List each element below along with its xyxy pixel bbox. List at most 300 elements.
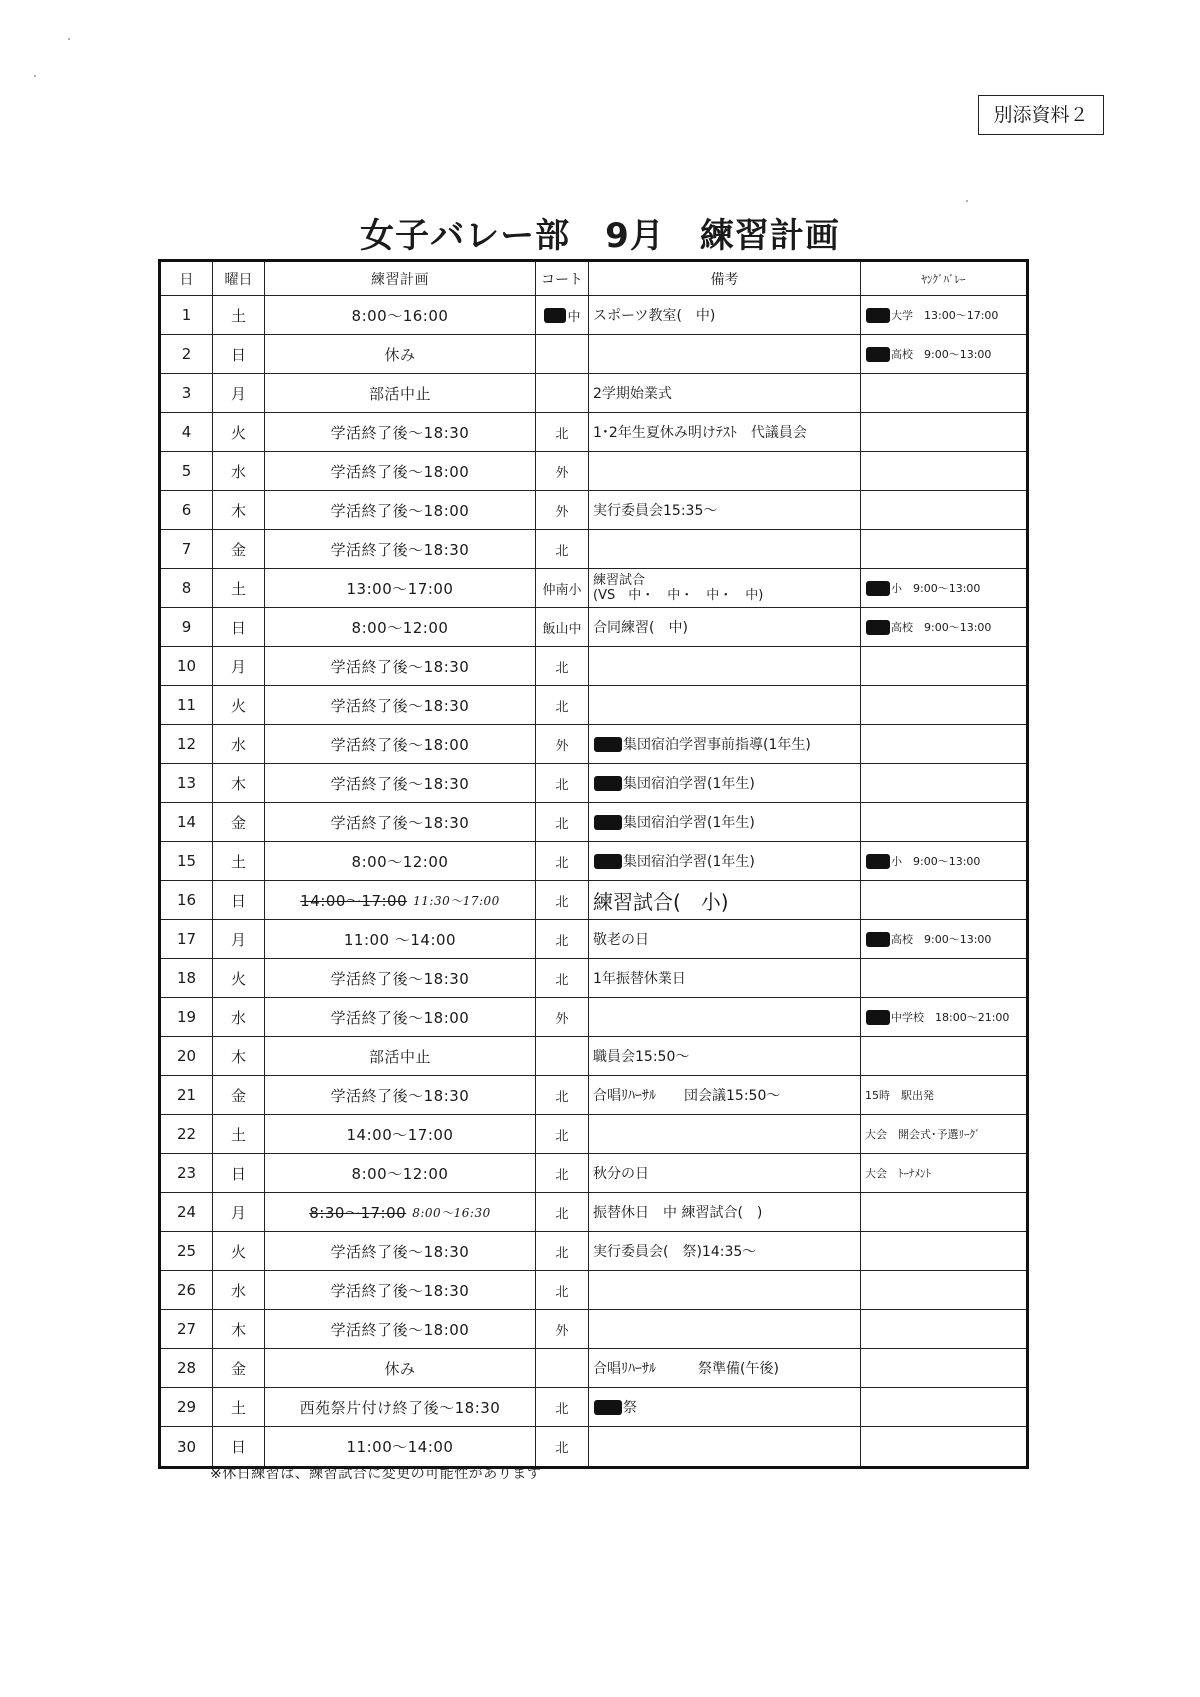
header-young: ﾔﾝｸﾞﾊﾞﾚｰ (921, 272, 966, 286)
note-cell-text: 合唱ﾘﾊｰｻﾙ 団会議15:50～ (593, 1088, 781, 1104)
header-note: 備考 (589, 262, 861, 295)
plan-cell (265, 1349, 536, 1387)
day-cell (161, 530, 213, 568)
plan-cell-text: 休み (384, 1359, 416, 1378)
weekday-cell (213, 881, 265, 919)
weekday-cell-text: 水 (230, 462, 246, 481)
weekday-cell (213, 491, 265, 529)
court-cell (536, 335, 589, 373)
weekday-cell (213, 1115, 265, 1153)
plan-cell (265, 764, 536, 802)
note-cell-text: 実行委員会( 祭)14:35～ (593, 1244, 757, 1260)
weekday-cell (213, 959, 265, 997)
note-cell (589, 296, 861, 334)
day-cell-text: 11 (176, 696, 197, 714)
young-cell (861, 881, 1026, 919)
day-cell (161, 920, 213, 958)
day-cell-text: 12 (176, 735, 197, 753)
court-cell (536, 1388, 589, 1426)
weekday-cell-text: 月 (230, 384, 246, 403)
table-row (161, 998, 1026, 1037)
court-cell-text: 北 (555, 1167, 569, 1183)
note-cell-text: スポーツ教室( 中) (593, 308, 716, 324)
court-cell-text: 外 (555, 504, 569, 520)
table-row (161, 842, 1026, 881)
note-cell (589, 569, 861, 607)
day-cell (161, 413, 213, 451)
redaction-mark (594, 737, 622, 752)
note-cell (589, 686, 861, 724)
weekday-cell-text: 木 (230, 1320, 246, 1339)
young-cell (861, 1076, 1026, 1114)
day-cell (161, 452, 213, 490)
young-cell (861, 1154, 1026, 1192)
weekday-cell (213, 569, 265, 607)
note-cell (589, 647, 861, 685)
young-cell (861, 335, 1026, 373)
note-line: (VS 中・ 中・ 中・ 中) (593, 588, 764, 603)
table-row (161, 1154, 1026, 1193)
day-cell-text: 4 (181, 423, 192, 441)
plan-cell-text: 11:00～14:00 (346, 1438, 454, 1456)
day-cell-text: 30 (176, 1437, 197, 1456)
plan-cell (265, 803, 536, 841)
note-cell (589, 803, 861, 841)
young-cell (861, 1388, 1026, 1426)
day-cell-text: 22 (176, 1125, 197, 1143)
note-cell-text: 2学期始業式 (593, 386, 672, 402)
weekday-cell (213, 803, 265, 841)
plan-cell (265, 998, 536, 1036)
day-cell-text: 19 (176, 1008, 197, 1026)
plan-cell-text: 8:30～17:00 (309, 1203, 407, 1222)
weekday-cell-text: 日 (230, 618, 246, 637)
note-cell (589, 452, 861, 490)
weekday-cell (213, 686, 265, 724)
day-cell-text: 14 (176, 813, 197, 831)
court-cell (536, 491, 589, 529)
note-cell (589, 1193, 861, 1231)
court-cell-text: 北 (555, 1128, 569, 1144)
court-cell (536, 920, 589, 958)
note-cell-text: 集団宿泊学習事前指導(1年生) (623, 737, 811, 753)
court-cell-text: 外 (555, 738, 569, 754)
redaction-mark (866, 1010, 890, 1025)
court-cell-text: 北 (555, 1206, 569, 1222)
plan-cell (265, 1115, 536, 1153)
note-cell-text: 秋分の日 (593, 1166, 649, 1182)
court-cell (536, 1271, 589, 1309)
plan-cell-text: 学活終了後～18:30 (330, 423, 470, 442)
weekday-cell-text: 火 (230, 1242, 246, 1261)
plan-cell (265, 1232, 536, 1270)
weekday-cell-text: 土 (230, 1125, 246, 1144)
redaction-mark (866, 854, 890, 869)
weekday-cell-text: 火 (230, 969, 246, 988)
court-cell-text: 北 (555, 1245, 569, 1261)
court-cell-text: 北 (555, 660, 569, 676)
weekday-cell (213, 1427, 265, 1466)
plan-cell (265, 335, 536, 373)
young-cell (861, 647, 1026, 685)
weekday-cell-text: 土 (230, 1398, 246, 1417)
court-cell (536, 647, 589, 685)
plan-cell-text: 学活終了後～18:30 (330, 774, 470, 793)
day-cell (161, 608, 213, 646)
young-cell-text: 15時 駅出発 (865, 1089, 934, 1102)
plan-cell (265, 725, 536, 763)
court-cell (536, 452, 589, 490)
young-cell (861, 725, 1026, 763)
redaction-mark (866, 347, 890, 362)
header-plan: 練習計画 (265, 262, 536, 295)
table-row (161, 1232, 1026, 1271)
plan-cell (265, 569, 536, 607)
day-cell (161, 842, 213, 880)
plan-cell-text: 学活終了後～18:00 (330, 1008, 470, 1027)
day-cell-text: 13 (176, 774, 197, 792)
plan-cell-text: 学活終了後～18:30 (330, 1086, 470, 1105)
note-cell (589, 374, 861, 412)
weekday-cell-text: 火 (230, 696, 246, 715)
day-cell (161, 1388, 213, 1426)
note-cell (589, 1388, 861, 1426)
note-cell (589, 881, 861, 919)
court-cell-text: 北 (555, 855, 569, 871)
header-court: コート (536, 262, 589, 295)
court-cell (536, 881, 589, 919)
plan-cell (265, 1388, 536, 1426)
plan-cell-text: 学活終了後～18:30 (330, 657, 470, 676)
table-row (161, 686, 1026, 725)
court-cell-text: 外 (555, 465, 569, 481)
table-row (161, 764, 1026, 803)
schedule-table (158, 259, 1029, 1469)
weekday-cell (213, 374, 265, 412)
plan-cell-text: 学活終了後～18:00 (330, 735, 470, 754)
weekday-cell (213, 920, 265, 958)
young-cell (861, 608, 1026, 646)
weekday-cell-text: 金 (230, 813, 246, 832)
young-cell (861, 1115, 1026, 1153)
table-row (161, 452, 1026, 491)
weekday-cell-text: 日 (230, 345, 246, 364)
table-row (161, 1388, 1026, 1427)
day-cell-text: 28 (176, 1359, 197, 1377)
handwritten-plan-text: 8:00～16:30 (412, 1205, 491, 1220)
weekday-cell-text: 月 (230, 1203, 246, 1222)
note-cell-text: 集団宿泊学習(1年生) (623, 776, 755, 792)
footnote: ※休日練習は、練習試合に変更の可能性があります (210, 1466, 542, 1482)
day-cell-text: 27 (176, 1320, 197, 1338)
day-cell (161, 1349, 213, 1387)
day-cell (161, 569, 213, 607)
weekday-cell-text: 土 (230, 306, 246, 325)
court-cell-text: 飯山中 (542, 621, 582, 637)
plan-cell (265, 1271, 536, 1309)
weekday-cell (213, 764, 265, 802)
day-cell (161, 725, 213, 763)
redaction-mark (866, 308, 890, 323)
plan-cell (265, 1076, 536, 1114)
plan-cell (265, 959, 536, 997)
note-cell-text: 合唱ﾘﾊｰｻﾙ 祭準備(午後) (593, 1361, 779, 1377)
plan-cell (265, 920, 536, 958)
day-cell-text: 24 (176, 1203, 197, 1221)
weekday-cell-text: 日 (230, 1438, 246, 1456)
court-cell (536, 764, 589, 802)
plan-cell (265, 452, 536, 490)
day-cell (161, 881, 213, 919)
redaction-mark (594, 1400, 622, 1415)
header-weekday: 曜日 (213, 262, 265, 295)
day-cell (161, 959, 213, 997)
note-cell (589, 1232, 861, 1270)
weekday-cell-text: 月 (230, 657, 246, 676)
court-cell-text: 北 (555, 816, 569, 832)
redaction-mark (866, 620, 890, 635)
plan-cell-text: 学活終了後～18:00 (330, 462, 470, 481)
note-cell-text: 振替休日 中 練習試合( ) (593, 1205, 763, 1221)
table-row (161, 881, 1026, 920)
plan-cell-text: 14:00～17:00 (300, 891, 408, 910)
note-cell (589, 998, 861, 1036)
weekday-cell (213, 452, 265, 490)
day-cell (161, 1037, 213, 1075)
plan-cell-text: 部活中止 (368, 384, 431, 403)
plan-cell (265, 1310, 536, 1348)
note-cell (589, 920, 861, 958)
table-row (161, 725, 1026, 764)
plan-cell-text: 学活終了後～18:30 (330, 696, 470, 715)
document-label: 別添資料２ (978, 95, 1104, 135)
court-cell-text: 仲南小 (542, 582, 582, 598)
redaction-mark (544, 308, 566, 323)
young-cell (861, 413, 1026, 451)
table-row (161, 1193, 1026, 1232)
court-cell (536, 1310, 589, 1348)
court-cell-text: 北 (555, 972, 569, 988)
court-cell (536, 1232, 589, 1270)
weekday-cell (213, 1154, 265, 1192)
header-day: 日 (161, 262, 213, 295)
plan-cell-text: 学活終了後～18:30 (330, 969, 470, 988)
weekday-cell (213, 998, 265, 1036)
table-row (161, 296, 1026, 335)
day-cell (161, 1232, 213, 1270)
plan-cell (265, 1427, 536, 1466)
plan-cell-text: 8:00～12:00 (351, 618, 449, 637)
young-cell (861, 1232, 1026, 1270)
young-cell-text: 高校 9:00～13:00 (891, 933, 992, 946)
court-cell-text: 北 (555, 699, 569, 715)
day-cell-text: 29 (176, 1398, 197, 1416)
weekday-cell (213, 1349, 265, 1387)
court-cell (536, 725, 589, 763)
plan-cell-text: 14:00～17:00 (346, 1125, 454, 1144)
redaction-mark (594, 854, 622, 869)
table-row (161, 1076, 1026, 1115)
plan-cell (265, 296, 536, 334)
young-cell (861, 920, 1026, 958)
table-row (161, 491, 1026, 530)
weekday-cell-text: 木 (230, 1047, 246, 1066)
day-cell-text: 25 (176, 1242, 197, 1260)
young-cell (861, 491, 1026, 529)
young-cell (861, 803, 1026, 841)
note-multiline (593, 573, 763, 603)
court-cell-text: 北 (555, 933, 569, 949)
weekday-cell-text: 日 (230, 1164, 246, 1183)
weekday-cell (213, 1271, 265, 1309)
day-cell-text: 7 (181, 540, 192, 558)
young-cell (861, 842, 1026, 880)
redaction-mark (866, 932, 890, 947)
day-cell (161, 491, 213, 529)
court-cell (536, 1115, 589, 1153)
page-title: 女子バレー部 9月 練習計画 (360, 216, 840, 256)
day-cell-text: 20 (176, 1047, 197, 1065)
court-cell (536, 1037, 589, 1075)
plan-cell (265, 608, 536, 646)
plan-cell (265, 1037, 536, 1075)
plan-cell-text: 学活終了後～18:30 (330, 813, 470, 832)
table-row (161, 1115, 1026, 1154)
court-cell-text: 北 (555, 1089, 569, 1105)
day-cell-text: 6 (181, 501, 192, 519)
plan-cell-text: 学活終了後～18:00 (330, 501, 470, 520)
table-row (161, 920, 1026, 959)
court-cell (536, 998, 589, 1036)
note-cell-text: 職員会15:50～ (593, 1049, 690, 1065)
note-cell (589, 725, 861, 763)
day-cell (161, 764, 213, 802)
weekday-cell (213, 1037, 265, 1075)
young-cell (861, 998, 1026, 1036)
day-cell (161, 1076, 213, 1114)
weekday-cell-text: 水 (230, 1281, 246, 1300)
day-cell-text: 15 (176, 852, 197, 870)
court-cell (536, 803, 589, 841)
weekday-cell (213, 1388, 265, 1426)
day-cell (161, 1427, 213, 1466)
weekday-cell (213, 296, 265, 334)
note-cell-text: 1年振替休業日 (593, 971, 686, 987)
plan-cell (265, 530, 536, 568)
day-cell-text: 17 (176, 930, 197, 948)
table-row (161, 335, 1026, 374)
note-cell (589, 530, 861, 568)
plan-cell (265, 491, 536, 529)
day-cell (161, 296, 213, 334)
note-cell (589, 959, 861, 997)
plan-cell-text: 11:00 ～14:00 (343, 930, 457, 949)
weekday-cell-text: 水 (230, 1008, 246, 1027)
weekday-cell (213, 1193, 265, 1231)
court-cell-text: 北 (555, 894, 569, 910)
day-cell-text: 23 (176, 1164, 197, 1182)
court-cell (536, 1154, 589, 1192)
young-cell (861, 569, 1026, 607)
table-row (161, 1310, 1026, 1349)
day-cell-text: 16 (176, 891, 197, 909)
weekday-cell-text: 土 (230, 852, 246, 871)
plan-cell-text: 13:00～17:00 (346, 579, 454, 598)
note-cell-text: 敬老の日 (593, 932, 649, 948)
plan-cell-text: 学活終了後～18:30 (330, 1242, 470, 1261)
day-cell (161, 686, 213, 724)
table-row (161, 1349, 1026, 1388)
young-cell-text: 高校 9:00～13:00 (891, 621, 992, 634)
table-row (161, 530, 1026, 569)
court-cell (536, 413, 589, 451)
note-cell (589, 1037, 861, 1075)
young-cell (861, 1037, 1026, 1075)
weekday-cell (213, 413, 265, 451)
court-cell (536, 842, 589, 880)
young-cell-text: 小 9:00～13:00 (891, 855, 981, 868)
court-cell (536, 1427, 589, 1466)
note-cell (589, 491, 861, 529)
redaction-mark (594, 815, 622, 830)
young-cell-text: 大学 13:00～17:00 (891, 309, 999, 322)
table-header-row (161, 262, 1026, 296)
note-line: 練習試合 (593, 573, 646, 588)
young-cell (861, 959, 1026, 997)
court-cell (536, 959, 589, 997)
young-cell (861, 1193, 1026, 1231)
day-cell (161, 803, 213, 841)
plan-cell-text: 8:00～12:00 (351, 1164, 449, 1183)
weekday-cell-text: 金 (230, 1086, 246, 1105)
plan-cell (265, 686, 536, 724)
note-cell (589, 842, 861, 880)
day-cell (161, 998, 213, 1036)
court-cell-text: 北 (555, 1284, 569, 1300)
table-row (161, 413, 1026, 452)
weekday-cell (213, 1232, 265, 1270)
plan-cell (265, 647, 536, 685)
young-cell (861, 530, 1026, 568)
note-cell-text: 集団宿泊学習(1年生) (623, 815, 755, 831)
day-cell-text: 1 (181, 306, 192, 324)
young-cell (861, 1349, 1026, 1387)
note-cell (589, 413, 861, 451)
day-cell (161, 1193, 213, 1231)
young-cell (861, 296, 1026, 334)
weekday-cell-text: 金 (230, 1359, 246, 1378)
note-cell (589, 1154, 861, 1192)
note-cell-text: 合同練習( 中) (593, 620, 688, 636)
day-cell (161, 1271, 213, 1309)
note-cell (589, 1310, 861, 1348)
court-cell-text: 北 (555, 777, 569, 793)
court-cell-text: 北 (555, 426, 569, 442)
court-cell (536, 296, 589, 334)
table-row (161, 1427, 1026, 1466)
note-cell (589, 608, 861, 646)
young-cell (861, 1310, 1026, 1348)
table-row (161, 1037, 1026, 1076)
day-cell-text: 3 (181, 384, 192, 402)
plan-cell-text: 部活中止 (368, 1047, 431, 1066)
young-cell-text: 高校 9:00～13:00 (891, 348, 992, 361)
weekday-cell (213, 335, 265, 373)
young-cell (861, 374, 1026, 412)
plan-cell-text: 8:00～12:00 (351, 852, 449, 871)
table-row (161, 569, 1026, 608)
court-cell (536, 686, 589, 724)
